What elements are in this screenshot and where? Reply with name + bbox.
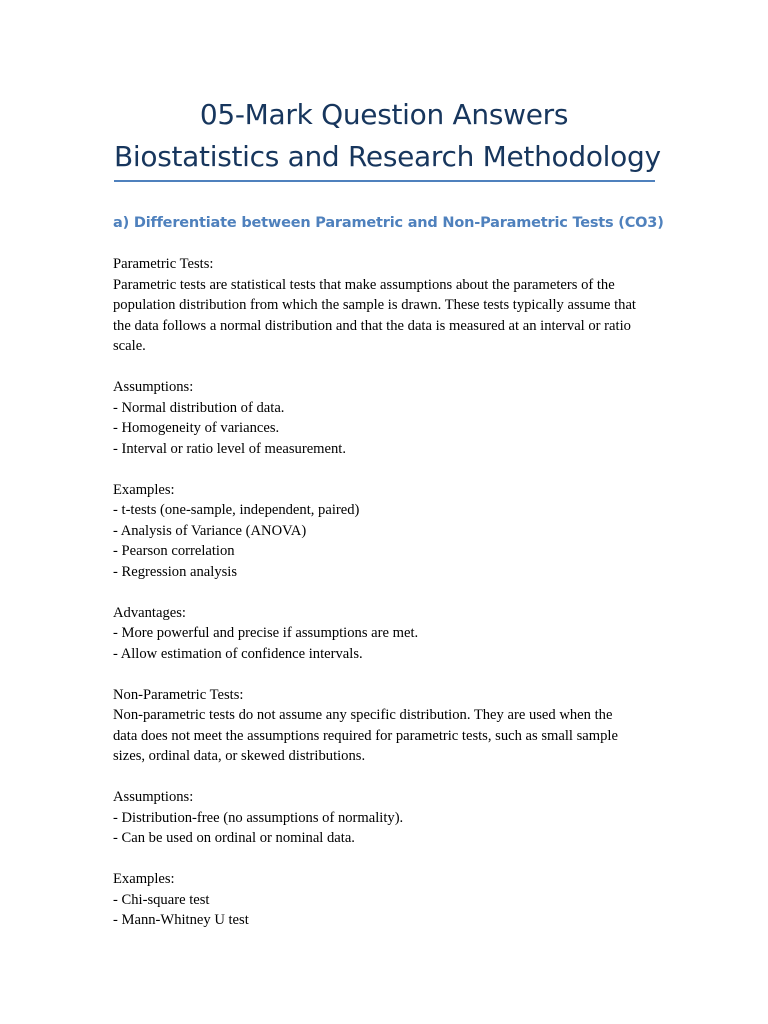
list-item: - t-tests (one-sample, independent, paired)	[113, 502, 360, 518]
text-line: data does not meet the assumptions required for parametric tests, such as small sample	[113, 727, 618, 744]
nonparametric-label: Non-Parametric Tests:	[113, 686, 244, 703]
assumptions-label: Assumptions:	[113, 379, 194, 395]
list-item: - Regression analysis	[113, 563, 238, 580]
title-underline	[114, 180, 655, 182]
section-heading: a) Differentiate between Parametric and Non-Parametric Tests (CO3)	[113, 215, 664, 231]
nonparametric-assumptions	[113, 787, 673, 849]
list-item: - Normal distribution of data.	[113, 399, 285, 416]
parametric-description	[113, 254, 673, 357]
assumptions-label: Assumptions:	[113, 789, 194, 805]
examples-label: Examples:	[113, 871, 175, 887]
parametric-assumptions	[113, 377, 673, 459]
parametric-label: Parametric Tests:	[113, 256, 214, 272]
list-item: - Analysis of Variance (ANOVA)	[113, 522, 307, 539]
title-line-1: 05-Mark Question Answers	[199, 98, 569, 131]
title-line-2: Biostatistics and Research Methodology	[114, 140, 661, 173]
text-line: scale.	[113, 338, 146, 354]
list-item: - Allow estimation of confidence intervals.	[113, 645, 363, 662]
examples-label: Examples:	[113, 481, 175, 498]
list-item: - Interval or ratio level of measurement.	[113, 440, 346, 457]
list-item: - Pearson correlation	[113, 543, 235, 559]
list-item: - Can be used on ordinal or nominal data.	[113, 830, 355, 846]
list-item: - Homogeneity of variances.	[113, 420, 280, 436]
nonparametric-description	[113, 685, 673, 767]
text-line: Non-parametric tests do not assume any specific distribution. They are used when the	[113, 707, 613, 723]
text-line: population distribution from which the sample is drawn. These tests typically assume that	[113, 297, 636, 313]
text-line: the data follows a normal distribution and that the data is measured at an interval or ratio	[113, 317, 631, 334]
document-title	[114, 94, 661, 178]
parametric-advantages	[113, 603, 673, 665]
document-body	[113, 254, 673, 951]
text-line: Parametric tests are statistical tests that make assumptions about the parameters of the	[113, 276, 615, 293]
advantages-label: Advantages:	[113, 604, 186, 621]
nonparametric-examples	[113, 869, 673, 931]
list-item: - Chi-square test	[113, 891, 210, 908]
list-item: - Mann-Whitney U test	[113, 912, 249, 928]
parametric-examples	[113, 480, 673, 583]
text-line: sizes, ordinal data, or skewed distributions.	[113, 748, 366, 764]
list-item: - Distribution-free (no assumptions of normality).	[113, 809, 404, 826]
list-item: - More powerful and precise if assumptions are met.	[113, 625, 419, 641]
